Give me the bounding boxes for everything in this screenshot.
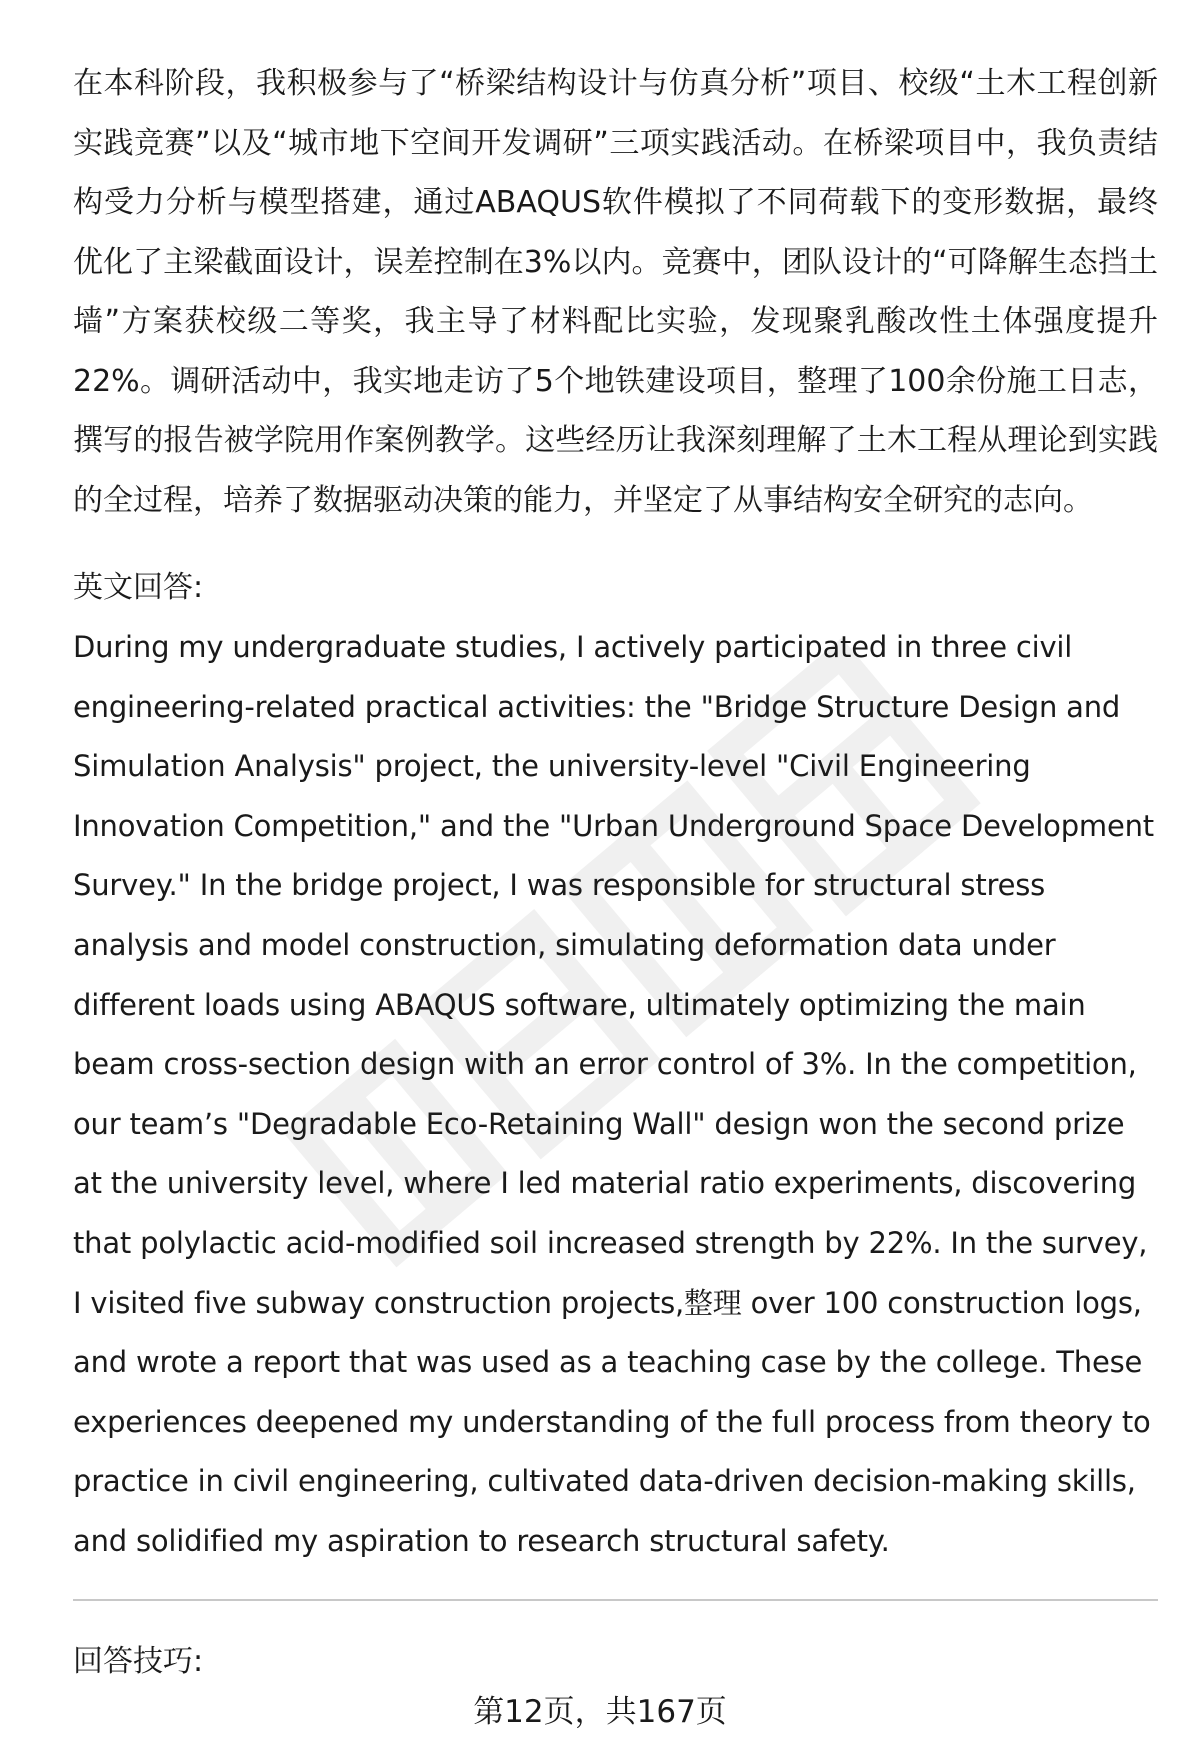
page-number: 第12页，共167页 [473, 1694, 727, 1730]
answer-tips-label: 回答技巧: [73, 1644, 204, 1679]
english-answer-label: 英文回答: [73, 570, 204, 605]
section-divider [73, 1599, 1158, 1601]
english-answer-paragraph: During my undergraduate studies, I actively participated in three civil engineering-related practical activities: the "Bridge Structure Design and Simulation Analysis" project, the university-level "Civil Engineering Innovation Competition," and the "Urban Underground Space Development Survey." In the bridge project, I was responsible for structural stress analysis and model construction, simulating deformation data under different loads using ABAQUS software, ultimately optimizing the main beam cross-section design with an error control of 3%. In the competition, our team’s "Degradable Eco-Retaining Wall" design won the second prize at the university level, where I led material ratio experiments, discovering that polylactic acid-modified soil increased strength by 22%. In the survey, I visited five subway construction projects,整理 over 100 construction logs, and wrote a report that was used as a teaching case by the college. These experiences deepened my understanding of the full process from theory to practice in civil engineering, cultivated data-driven decision-making skills, and solidified my aspiration to research structural safety. [73, 630, 1154, 1558]
chinese-answer-paragraph: 在本科阶段，我积极参与了“桥梁结构设计与仿真分析”项目、校级“土木工程创新实践竞赛”以及“城市地下空间开发调研”三项实践活动。在桥梁项目中，我负责结构受力分析与模型搭建，通过ABAQUS软件模拟了不同荷载下的变形数据，最终优化了主梁截面设计，误差控制在3%以内。竞赛中，团队设计的“可降解生态挡土墙”方案获校级二等奖，我主导了材料配比实验，发现聚乳酸改性土体强度提升22%。调研活动中，我实地走访了5个地铁建设项目，整理了100余份施工日志，撰写的报告被学院用作案例教学。这些经历让我深刻理解了土木工程从理论到实践的全过程，培养了数据驱动决策的能力，并坚定了从事结构安全研究的志向。 [73, 66, 1158, 518]
document-body [73, 54, 1158, 1572]
